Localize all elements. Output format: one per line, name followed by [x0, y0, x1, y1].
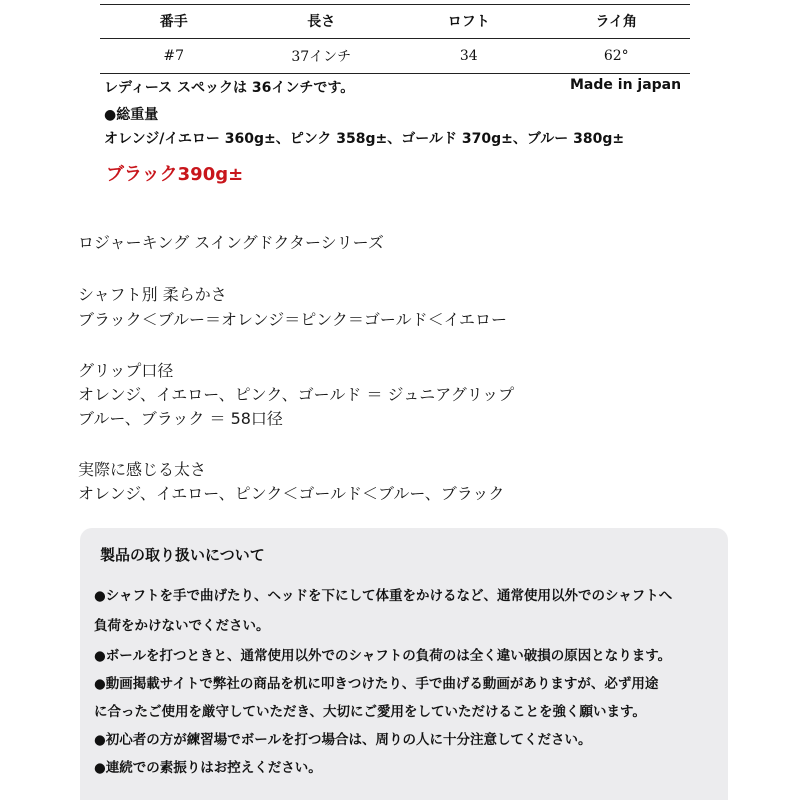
notice-line: に合ったご使用を厳守していただき、大切にご愛用をしていただけることを強く願います。: [94, 704, 646, 720]
thickness-order: オレンジ、イエロー、ピンク＜ゴールド＜ブルー、ブラック: [78, 484, 505, 503]
notice-line: ●ボールを打つときと、通常使用以外でのシャフトの負荷のは全く違い破損の原因となります。: [94, 648, 672, 664]
notice-line: ●動画掲載サイトで弊社の商品を机に叩きつけたり、手で曲げる動画がありますが、必ず用途: [94, 676, 659, 692]
handling-notice-box: [80, 528, 728, 800]
series-title: ロジャーキング スイングドクターシリーズ: [78, 233, 384, 252]
value-club-number: #7: [163, 48, 185, 64]
spec-value-row: [100, 39, 690, 74]
header-length: 長さ: [307, 14, 336, 30]
header-club-number: 番手: [159, 14, 188, 30]
header-lie-angle: ライ角: [595, 14, 638, 30]
grip-58: ブルー、ブラック ＝ 58口径: [78, 409, 283, 428]
value-lie-angle: 62°: [603, 48, 629, 64]
notice-line: ●シャフトを手で曲げたり、ヘッドを下にして体重をかけるなど、通常使用以外でのシャフトへ: [94, 588, 673, 604]
made-in-label: Made in japan: [570, 77, 682, 93]
notice-line: 負荷をかけないでください。: [94, 618, 270, 634]
notice-line: ●連続での素振りはお控えください。: [94, 760, 322, 776]
value-loft: 34: [459, 48, 478, 64]
ladies-spec-note: レディース スペックは 36インチです。: [104, 80, 355, 96]
notice-title: 製品の取り扱いについて: [100, 546, 265, 564]
softness-order: ブラック＜ブルー＝オレンジ＝ピンク＝ゴールド＜イエロー: [78, 310, 507, 329]
grip-heading: グリップ口径: [78, 361, 174, 380]
softness-heading: シャフト別 柔らかさ: [78, 285, 227, 304]
thickness-heading: 実際に感じる太さ: [78, 460, 207, 479]
weights-list: オレンジ/イエロー 360g±、ピンク 358g±、ゴールド 370g±、ブルー 380g±: [104, 131, 625, 147]
grip-junior: オレンジ、イエロー、ピンク、ゴールド ＝ ジュニアグリップ: [78, 385, 515, 404]
value-length: 37インチ: [291, 49, 352, 65]
black-weight: ブラック390g±: [106, 164, 244, 185]
spec-header-row: [100, 4, 690, 39]
spec-table: [100, 0, 690, 74]
total-weight-heading: ●総重量: [104, 107, 159, 123]
notice-line: ●初心者の方が練習場でボールを打つ場合は、周りの人に十分注意してください。: [94, 732, 592, 748]
header-loft: ロフト: [447, 14, 490, 30]
